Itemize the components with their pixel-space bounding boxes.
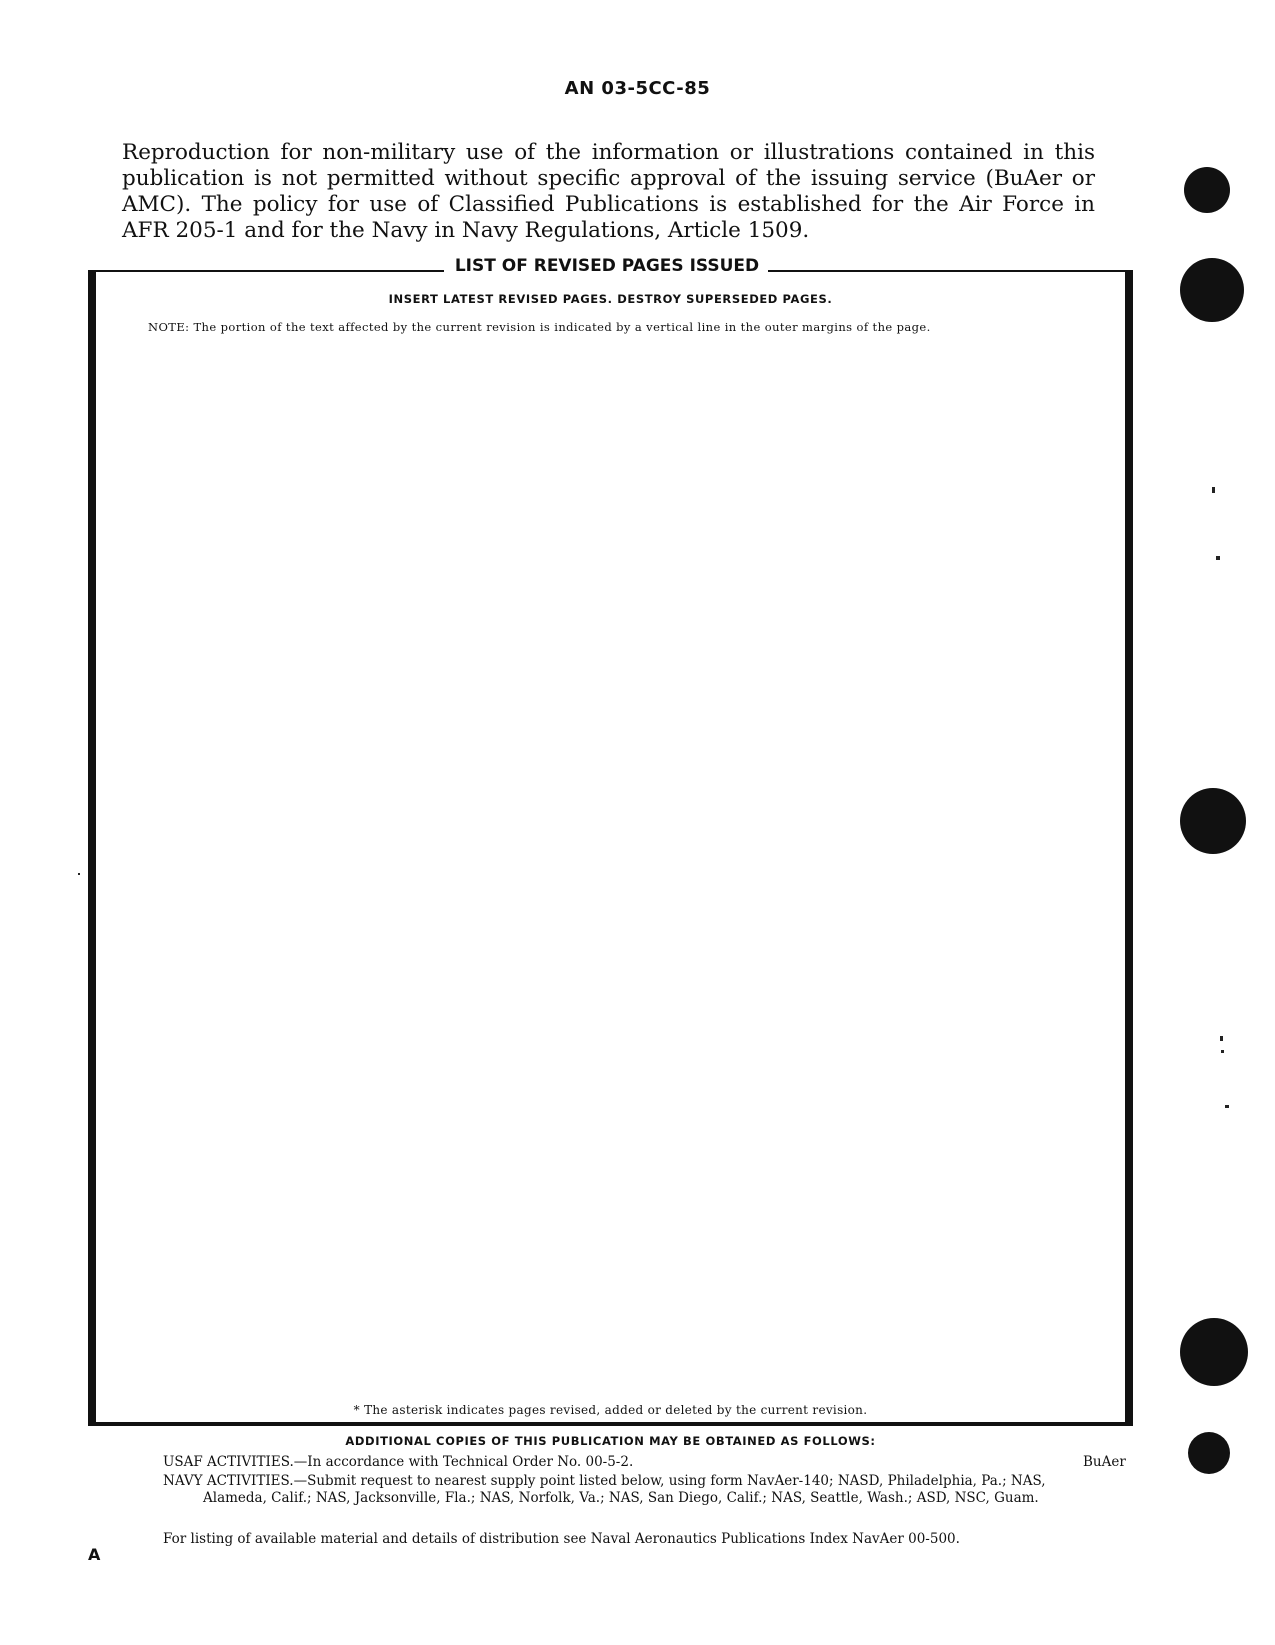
binder-hole	[1180, 258, 1244, 322]
navy-activities-text: NAVY ACTIVITIES.—Submit request to nearest supply point listed below, using form NavAer-140; NASD, Philadelphia, Pa.; NAS, Alameda, Calif.; NAS, Jacksonville, Fla.; NAS, Norfolk, Va.; NAS, San Diego, Calif.; NAS, Seattle, Wash.; ASD, NSC, Guam.	[163, 1473, 1046, 1506]
distribution-listing	[163, 1531, 1058, 1548]
speck	[78, 873, 80, 875]
binder-hole	[1184, 167, 1230, 213]
reproduction-notice: Reproduction for non-military use of the information or illustrations contained in this publication is not permitted without specific approval of the issuing service (BuAer or AMC). The policy for use of Classified Publications is established for the Air Force in AFR 205-1 and for the Navy in Navy Regulations, Article 1509.	[122, 140, 1095, 243]
speck	[1225, 1105, 1229, 1108]
page-label: A	[88, 1545, 101, 1564]
revised-pages-instruction: INSERT LATEST REVISED PAGES. DESTROY SUPERSEDED PAGES.	[388, 292, 833, 306]
speck	[1220, 1036, 1223, 1041]
asterisk-note: * The asterisk indicates pages revised, added or deleted by the current revision.	[353, 1403, 868, 1417]
buaer-label: BuAer	[1083, 1454, 1126, 1470]
navy-activities	[163, 1473, 1058, 1507]
binder-hole	[1180, 788, 1246, 854]
revised-pages-box	[88, 270, 1133, 1426]
revised-pages-title: LIST OF REVISED PAGES ISSUED	[454, 256, 760, 276]
additional-copies-heading: ADDITIONAL COPIES OF THIS PUBLICATION MAY BE OBTAINED AS FOLLOWS:	[345, 1434, 876, 1448]
speck	[1216, 556, 1220, 560]
usaf-activities: USAF ACTIVITIES.—In accordance with Technical Order No. 00-5-2.	[163, 1454, 634, 1470]
revision-note: NOTE: The portion of the text affected by the current revision is indicated by a vertical line in the outer margins of the page.	[148, 320, 931, 334]
document-number: AN 03-5CC-85	[564, 78, 711, 99]
speck	[1221, 1050, 1224, 1053]
binder-hole	[1180, 1318, 1248, 1386]
distribution-listing-text: For listing of available material and details of distribution see Naval Aeronautics Publications Index NavAer 00-500.	[163, 1531, 960, 1547]
speck	[1212, 487, 1215, 493]
binder-hole	[1188, 1432, 1230, 1474]
